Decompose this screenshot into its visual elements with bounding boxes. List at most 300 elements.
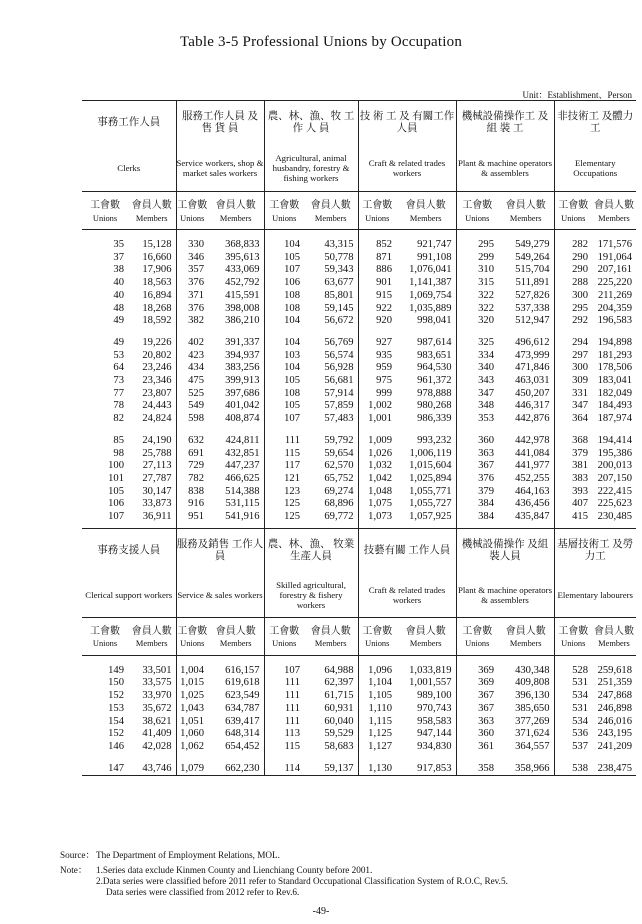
unions-header-zh: 工會數 [554,192,592,212]
category-en: Agricultural, animal husbandry, forestry & fishing workers [264,145,358,192]
table-row [82,486,636,499]
table-cell: 61,715 [324,690,354,702]
table-cell: 1,043 [176,703,208,716]
table-cell: 541,916 [225,511,260,523]
table-cell: 1,015,604 [409,460,452,472]
table-cell: 975 [358,375,396,388]
table-cell: 295 [456,239,498,252]
members-header-en: Members [128,211,176,230]
table-cell: 1,015 [176,677,208,690]
table-cell: 325 [456,337,498,350]
table-row [82,665,636,678]
table-cell: 379 [456,486,498,499]
footer [60,850,508,898]
table-cell: 117 [264,460,304,473]
category-en: Elementary labourers [554,573,636,618]
table-cell: 917,853 [396,763,456,776]
table-cell: 105 [264,375,304,388]
table-cell: 194,414 [597,434,632,446]
table-cell: 986,339 [417,413,452,425]
table-cell: 1,033,819 [409,664,452,676]
category-zh: 服務及銷售 工作人員 [176,528,264,573]
table-cell: 347 [554,400,592,413]
table-cell: 59,343 [324,264,354,276]
table-cell: 382 [176,315,208,328]
table-cell: 951 [176,511,208,524]
table-cell: 619,618 [225,677,260,689]
table-cell: 315 [456,277,498,290]
table-cell: 309 [554,375,592,388]
source-text: The Department of Employment Relations, MOL. [96,850,280,860]
unions-header-en: Unions [456,637,498,656]
table-cell: 107 [264,413,304,426]
table-cell: 1,115 [358,716,396,729]
members-header-zh: 會員人數 [592,192,636,212]
table-cell: 322 [456,290,498,303]
table-cell: 371 [176,290,208,303]
table-cell: 108 [264,290,304,303]
table-cell: 59,529 [324,728,354,740]
table-cell: 33,575 [142,677,172,689]
table-cell: 85,801 [324,289,354,301]
page-title: Table 3-5 Professional Unions by Occupation [179,34,463,50]
table-cell: 247,868 [597,690,632,702]
table-row [82,239,636,252]
table-cell: 970,743 [417,702,452,714]
unions-header-en: Unions [358,211,396,230]
table-cell: 150 [108,677,124,689]
table-cell: 782 [176,473,208,486]
category-en: Clerks [117,163,141,173]
table-cell: 397,686 [225,387,260,399]
table-cell: 56,681 [324,375,354,387]
table-cell: 433,069 [225,264,260,276]
table-cell: 30,147 [142,485,172,497]
table-cell: 1,009 [358,435,396,448]
table-cell: 947,144 [417,728,452,740]
unions-header-zh: 工會數 [82,617,128,637]
table-cell: 1,096 [358,665,396,678]
table-cell: 107 [264,264,304,277]
table-cell: 360 [456,728,498,741]
table-cell: 371,624 [515,728,550,740]
table-cell: 60,931 [324,702,354,714]
source-label: Source： [60,850,95,860]
table-cell: 385,650 [515,702,550,714]
table-cell: 475 [176,375,208,388]
members-header-en: Members [208,637,264,656]
table-cell: 43,746 [128,763,176,776]
table-cell: 1,051 [176,716,208,729]
table-cell: 56,574 [324,349,354,361]
table-cell: 35 [113,239,124,250]
table-cell: 207,161 [597,264,632,276]
table-cell: 295 [554,303,592,316]
category-zh: 事務工作人員 [82,101,176,146]
table-cell: 367 [456,460,498,473]
table-cell: 207,150 [597,472,632,484]
table-cell: 121 [264,473,304,486]
table-cell: 527,826 [515,289,550,301]
table-cell: 1,001 [358,413,396,426]
category-en: Clerical support workers [85,589,173,600]
table-cell: 358,966 [498,763,554,776]
category-en: Elementary Occupations [554,145,636,192]
table-cell: 200,013 [597,460,632,472]
table-cell: 251,359 [597,677,632,689]
table-cell: 343 [456,375,498,388]
table-cell: 1,002 [358,400,396,413]
table-cell: 24,443 [142,400,172,412]
category-zh: 非技術工 及體力工 [554,101,636,146]
table-row [82,703,636,716]
note-2: 2.Data series were classified before 2011 refer to Standard Occupational Classification System of R.O.C, Rev.5. [96,876,508,886]
table-cell: 999 [358,388,396,401]
table-cell: 104 [264,337,304,350]
table-cell: 57,859 [324,400,354,412]
table-cell: 59,654 [324,447,354,459]
table-cell: 38,621 [142,715,172,727]
table-cell: 23,346 [142,375,172,387]
table-cell: 384 [456,498,498,511]
table-cell: 50,778 [324,251,354,263]
unions-header-zh: 工會數 [358,617,396,637]
table-cell: 648,314 [225,728,260,740]
table-cell: 691 [176,448,208,461]
table-cell: 921,747 [417,239,452,250]
members-header-zh: 會員人數 [208,192,264,212]
members-header-zh: 會員人數 [592,617,636,637]
table-cell: 991,108 [417,251,452,263]
table-cell: 639,417 [225,715,260,727]
table-cell: 299 [456,252,498,265]
table-cell: 107 [108,511,124,523]
table-cell: 364,557 [515,740,550,752]
table-cell: 452,792 [225,277,260,289]
table-cell: 41,409 [142,728,172,740]
table-cell: 104 [264,315,304,328]
table-cell: 111 [264,716,304,729]
table-cell: 106 [264,277,304,290]
table-cell: 105 [264,252,304,265]
table-cell: 1,141,387 [409,277,452,289]
category-zh: 技 術 工 及 有關工作人員 [358,101,456,146]
table-cell: 65,752 [324,472,354,484]
table-cell: 347 [456,388,498,401]
page-number: -49- [312,906,330,917]
table-cell: 58,683 [324,740,354,752]
table-cell: 187,974 [597,413,632,425]
table-cell: 171,576 [597,239,632,250]
table-cell: 1,125 [358,728,396,741]
table-cell: 105 [108,485,124,497]
table-cell: 57,483 [324,413,354,425]
table-cell: 15,128 [142,239,172,250]
table-cell: 108 [264,388,304,401]
table-cell: 115 [264,741,304,754]
table-row [82,498,636,511]
table-cell: 152 [108,728,124,740]
table-cell: 1,048 [358,486,396,499]
table-cell: 16,660 [142,251,172,263]
table-cell: 632 [176,435,208,448]
table-cell: 920 [358,315,396,328]
table-cell: 534 [554,716,592,729]
table-row [82,690,636,703]
table-cell: 654,452 [225,740,260,752]
unions-header-en: Unions [554,211,592,230]
table-cell: 537 [554,741,592,754]
table-cell: 442,978 [515,434,550,446]
table-cell: 25,788 [142,447,172,459]
table-row [82,435,636,448]
table-row [82,728,636,741]
table-row [82,413,636,426]
table-cell: 288 [554,277,592,290]
table-cell: 123 [264,486,304,499]
table-cell: 353 [456,413,498,426]
table-cell: 68,896 [324,498,354,510]
table-cell: 901 [358,277,396,290]
members-header-en: Members [128,637,176,656]
table-cell: 153 [108,702,124,714]
category-en: Service & sales workers [176,573,264,618]
table-cell: 989,100 [417,690,452,702]
table-row [82,362,636,375]
table-row [82,337,636,350]
table-cell: 376 [456,473,498,486]
table-cell: 178,506 [597,362,632,374]
table-row [82,303,636,316]
table-cell: 181,293 [597,349,632,361]
table-cell: 983,651 [417,349,452,361]
members-header-zh: 會員人數 [128,192,176,212]
table-cell: 152 [108,690,124,702]
table-cell: 531 [554,703,592,716]
members-header-en: Members [498,637,554,656]
table-cell: 24,824 [142,413,172,425]
table-cell: 598 [176,413,208,426]
table-cell: 27,787 [142,472,172,484]
members-header-zh: 會員人數 [498,192,554,212]
table-cell: 1,004 [176,665,208,678]
members-header-en: Members [592,637,636,656]
table-cell: 408,874 [225,413,260,425]
table-cell: 514,388 [225,485,260,497]
table-cell: 69,772 [324,511,354,523]
table-cell: 368,833 [225,239,260,250]
table-cell: 512,947 [515,315,550,327]
table-cell: 961,372 [417,375,452,387]
table-row [82,716,636,729]
table-cell: 33,970 [142,690,172,702]
table-cell: 56,672 [324,315,354,327]
table-cell: 23,246 [142,362,172,374]
table-cell: 852 [358,239,396,252]
unions-header-en: Unions [176,211,208,230]
table-cell: 1,055,727 [409,498,452,510]
table-cell: 367 [456,703,498,716]
table-cell: 473,999 [515,349,550,361]
table-cell: 435,847 [515,511,550,523]
table-cell: 37 [113,251,124,263]
table-cell: 441,977 [515,460,550,472]
table-cell: 980,268 [417,400,452,412]
table-cell: 48 [113,302,124,314]
table-cell: 114 [264,763,304,776]
table-cell: 238,475 [592,763,636,776]
table-cell: 1,079 [176,763,208,776]
table-cell: 549,264 [515,251,550,263]
table-cell: 383 [554,473,592,486]
table-cell: 393 [554,486,592,499]
table-cell: 424,811 [225,434,260,446]
table-cell: 1,057,925 [409,511,452,523]
members-header-en: Members [208,211,264,230]
table-cell: 401,042 [225,400,260,412]
table-cell: 62,570 [324,460,354,472]
members-header-en: Members [396,637,456,656]
table-cell: 1,105 [358,690,396,703]
table-cell: 106 [108,498,124,510]
table-cell: 154 [108,715,124,727]
table-cell: 35,672 [142,702,172,714]
table-cell: 85 [113,434,124,446]
table-row [82,388,636,401]
table-cell: 322 [456,303,498,316]
table-row [82,375,636,388]
unit-label: Unit：Establishment、Person [522,90,632,100]
table-cell: 57,914 [324,387,354,399]
table-cell: 103 [264,350,304,363]
table-cell: 515,704 [515,264,550,276]
unions-header-zh: 工會數 [176,192,208,212]
table-cell: 64,988 [324,664,354,676]
table-cell: 531,115 [225,498,260,510]
table-cell: 23,807 [142,387,172,399]
table-cell: 113 [264,728,304,741]
table-cell: 16,894 [142,289,172,301]
table-cell: 125 [264,498,304,511]
table-cell: 368 [554,435,592,448]
table-cell: 1,130 [358,763,396,776]
members-header-en: Members [498,211,554,230]
table-cell: 384 [456,511,498,524]
table-cell: 104 [264,362,304,375]
table-cell: 111 [264,690,304,703]
category-zh: 服務工作人員 及 售 貨 員 [176,101,264,146]
table-cell: 916 [176,498,208,511]
table-cell: 935 [358,350,396,363]
table-cell: 442,876 [515,413,550,425]
data-table [82,100,636,776]
table-cell: 230,485 [597,511,632,523]
table-cell: 367 [456,690,498,703]
table-row [82,460,636,473]
table-cell: 383,256 [225,362,260,374]
table-cell: 241,209 [597,740,632,752]
table-cell: 534 [554,690,592,703]
table-cell: 60,040 [324,715,354,727]
table-cell: 1,060 [176,728,208,741]
table-cell: 111 [264,677,304,690]
category-zh: 事務支援人員 [82,528,176,573]
table-cell: 73 [113,375,124,387]
table-cell: 18,563 [142,277,172,289]
table-row [82,473,636,486]
table-cell: 56,769 [324,336,354,348]
table-cell: 922 [358,303,396,316]
members-header-zh: 會員人數 [396,192,456,212]
table-cell: 1,076,041 [409,264,452,276]
table-cell: 211,269 [597,289,632,301]
members-header-zh: 會員人數 [396,617,456,637]
table-row [82,315,636,328]
members-header-zh: 會員人數 [304,617,358,637]
table-cell: 107 [264,665,304,678]
table-cell: 33,501 [142,664,172,676]
table-cell: 528 [554,665,592,678]
unions-header-zh: 工會數 [456,192,498,212]
table-cell: 33,873 [142,498,172,510]
table-cell: 409,808 [515,677,550,689]
table-cell: 20,802 [142,349,172,361]
table-cell: 18,268 [142,302,172,314]
table-cell: 1,035,889 [409,302,452,314]
table-cell: 24,190 [142,434,172,446]
unions-header-zh: 工會數 [358,192,396,212]
table-cell: 36,911 [142,511,172,523]
category-zh: 基層技術工 及勞力工 [554,528,636,573]
category-en: Plant & machine operators & assemblers [456,573,554,618]
table-cell: 82 [113,413,124,425]
table-cell: 549 [176,400,208,413]
unions-header-zh: 工會數 [264,192,304,212]
table-cell: 402 [176,337,208,350]
table-cell: 964,530 [417,362,452,374]
table-cell: 49 [113,336,124,348]
table-cell: 381 [554,460,592,473]
unions-header-en: Unions [82,637,128,656]
table-cell: 369 [456,665,498,678]
table-cell: 290 [554,264,592,277]
table-cell: 49 [113,315,124,327]
table-cell: 194,898 [597,336,632,348]
table-cell: 886 [358,264,396,277]
table-cell: 363 [456,448,498,461]
table-cell: 959 [358,362,396,375]
table-cell: 191,064 [597,251,632,263]
table-cell: 300 [554,290,592,303]
table-cell: 1,110 [358,703,396,716]
category-zh: 技藝有關 工作人員 [358,528,456,573]
table-cell: 27,113 [142,460,172,472]
table-cell: 998,041 [417,315,452,327]
table-cell: 1,069,754 [409,289,452,301]
table-cell: 450,207 [515,387,550,399]
note-label: Note： [60,865,88,875]
table-cell: 62,397 [324,677,354,689]
table-cell: 958,583 [417,715,452,727]
table-cell: 379 [554,448,592,461]
table-cell: 993,232 [417,434,452,446]
table-cell: 246,898 [597,702,632,714]
table-cell: 434 [176,362,208,375]
category-zh: 農、林、漁、 牧業生產人員 [264,528,358,573]
table-cell: 1,001,557 [409,677,452,689]
table-cell: 59,137 [304,763,358,776]
table-cell: 59,145 [324,302,354,314]
